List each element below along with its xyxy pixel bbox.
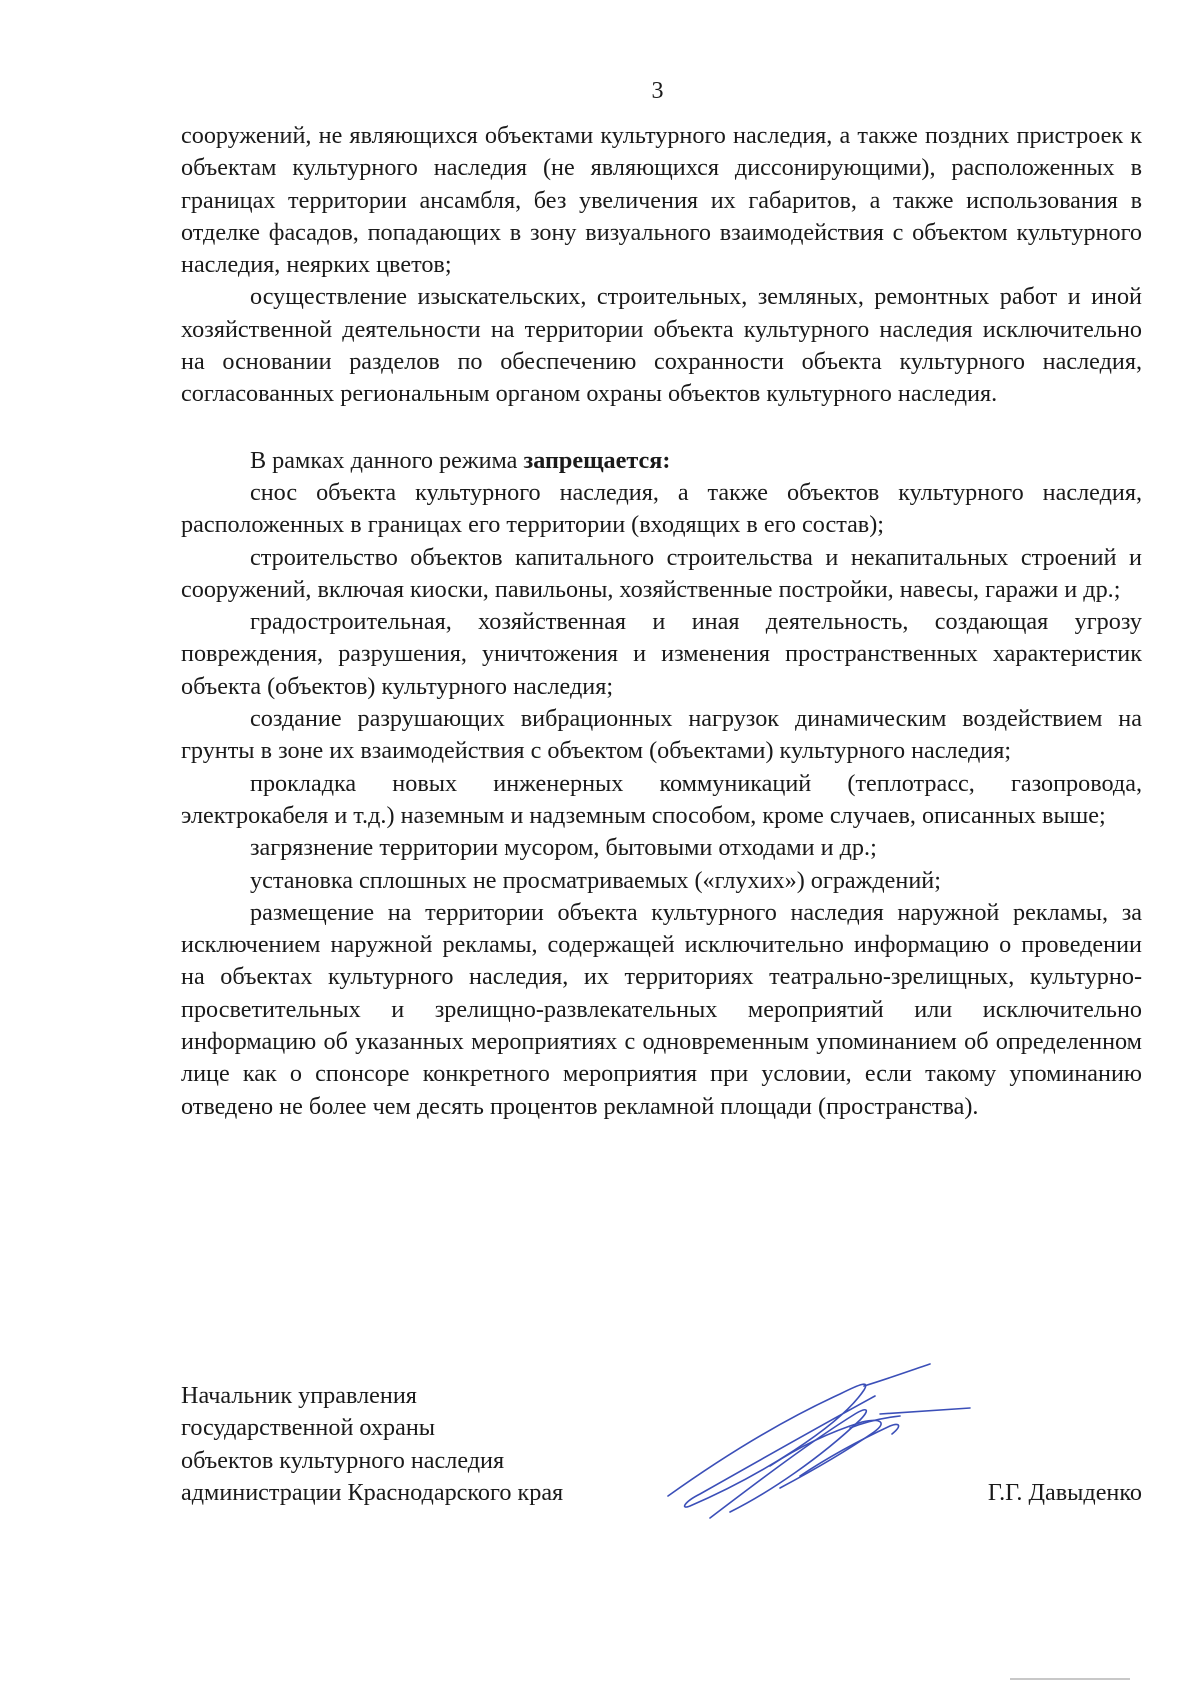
signatory-position-line: государственной охраны xyxy=(181,1414,436,1442)
paragraph-survey-works: осуществление изыскательских, строительных, земляных, ремонтных работ и иной хозяйственной деятельности на территории объекта культурного наследия исключительно на основании разделов по обеспечению сохранности объекта культурного наследия, согласованных региональным органом охраны объектов культурного наследия. xyxy=(181,283,1142,408)
signatory-position-line: объектов культурного наследия xyxy=(181,1446,505,1474)
prohibition-intro-emphasis: запрещается: xyxy=(523,446,671,474)
handwritten-signature xyxy=(650,1356,980,1526)
paragraph-continuation: сооружений, не являющихся объектами культурного наследия, а также поздних пристроек к объектам культурного наследия (не являющихся диссонирующими), расположенных в границах территории ансамбля, без увеличения их габаритов, а также использования в отделке фасадов, попадающих в зону визуального взаимодействия с объектом культурного наследия, неярких цветов; xyxy=(181,122,1142,279)
prohibition-intro xyxy=(181,445,1142,477)
prohibited-item-fences: установка сплошных не просматриваемых («глухих») ограждений; xyxy=(250,866,941,894)
signatory-name: Г.Г. Давыденко xyxy=(987,1478,1142,1506)
prohibited-item-advertising: размещение на территории объекта культурного наследия наружной рекламы, за исключением наружной рекламы, содержащей исключительно информацию о проведении на объектах культурного наследия, их территориях театрально-зрелищных, культурно-просветительных и зрелищно-развлекательных мероприятий или исключительно информацию об указанных мероприятиях с одновременным упоминанием об определенном лице как о спонсоре конкретного мероприятия при условии, если такому упоминанию отведено не более чем десять процентов рекламной площади (пространства). xyxy=(181,898,1142,1120)
prohibited-item-pollution: загрязнение территории мусором, бытовыми отходами и др.; xyxy=(250,834,877,862)
signature-stroke xyxy=(710,1410,866,1518)
signature-stroke xyxy=(880,1408,970,1414)
paragraph-gap xyxy=(181,411,1142,445)
document-body xyxy=(181,120,1142,1123)
prohibited-item-vibration: создание разрушающих вибрационных нагрузок динамическим воздействием на грунты в зоне их взаимодействия с объектом (объектами) культурного наследия; xyxy=(181,705,1142,765)
prohibited-item-construction: строительство объектов капитального строительства и некапитальных строений и сооружений, включая киоски, павильоны, хозяйственные постройки, навесы, гаражи и др.; xyxy=(181,543,1142,603)
scan-edge-mark xyxy=(1010,1678,1130,1680)
prohibition-intro-text: В рамках данного режима xyxy=(250,446,524,474)
prohibited-item-urban-activity: градостроительная, хозяйственная и иная деятельность, создающая угрозу повреждения, разрушения, уничтожения и изменения пространственных характеристик объекта (объектов) культурного наследия; xyxy=(181,608,1142,700)
signatory-position-line: Начальник управления xyxy=(181,1382,417,1409)
signature-stroke xyxy=(864,1364,930,1386)
prohibited-item-demolition: снос объекта культурного наследия, а также объектов культурного наследия, расположенных в границах его территории (входящих в его состав); xyxy=(181,478,1142,539)
page-number: 3 xyxy=(651,78,664,104)
prohibited-item-utilities: прокладка новых инженерных коммуникаций (теплотрасс, газопровода, электрокабеля и т.д.) наземным и надземным способом, кроме случаев, описанных выше; xyxy=(181,769,1142,829)
signatory-position-line: администрации Краснодарского края xyxy=(181,1478,564,1506)
